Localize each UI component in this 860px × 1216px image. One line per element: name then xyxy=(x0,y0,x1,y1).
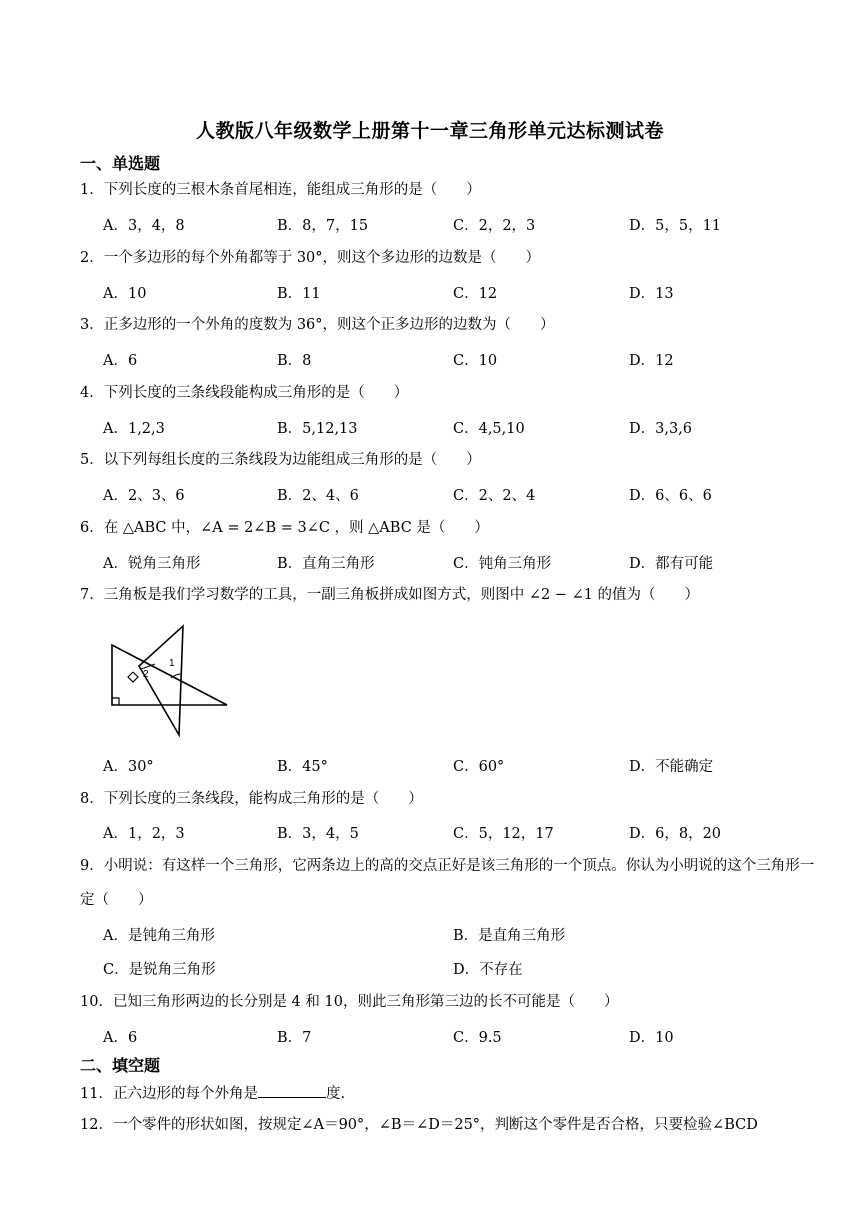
option-b[interactable]: B．直角三角形 xyxy=(277,556,375,572)
option-c[interactable]: C．60° xyxy=(453,759,505,775)
option-d[interactable]: D．都有可能 xyxy=(629,556,714,572)
option-d[interactable]: D．10 xyxy=(629,1030,674,1046)
option-c[interactable]: C．5，12，17 xyxy=(453,826,554,842)
option-a[interactable]: A．6 xyxy=(103,353,138,369)
option-a[interactable]: A．10 xyxy=(103,286,147,302)
question-11-unit: 度. xyxy=(325,1086,346,1102)
option-b[interactable]: B．8，7，15 xyxy=(277,218,369,234)
question-11-text: 11．正六边形的每个外角是 xyxy=(80,1086,258,1102)
question-3-stem: 3．正多边形的一个外角的度数为 36°，则这个正多边形的边数为（ ） xyxy=(80,317,555,333)
angle-label-2: 2 xyxy=(143,669,149,680)
question-11 xyxy=(80,1082,820,1104)
option-b[interactable]: B．7 xyxy=(277,1030,312,1046)
option-c[interactable]: C．2，2，3 xyxy=(453,218,536,234)
option-b[interactable]: B．是直角三角形 xyxy=(453,928,566,944)
option-d[interactable]: D．6、6、6 xyxy=(629,488,712,504)
triangle-set-figure xyxy=(105,622,235,737)
question-6-options xyxy=(103,552,823,572)
section-heading-single-choice: 一、单选题 xyxy=(80,154,161,173)
figure-triangle-45 xyxy=(139,626,183,735)
question-4-options xyxy=(103,417,823,437)
question-8-stem: 8．下列长度的三条线段，能构成三角形的是（ ） xyxy=(80,791,423,807)
question-9-stem: 9．小明说：有这样一个三角形，它两条边上的高的交点正好是该三角形的一个顶点。你认为小明说的这个三角形一定（ ） xyxy=(80,858,815,908)
question-4-stem: 4．下列长度的三条线段能构成三角形的是（ ） xyxy=(80,385,409,401)
question-3-options xyxy=(103,349,823,369)
page-title: 人教版八年级数学上册第十一章三角形单元达标测试卷 xyxy=(195,120,664,142)
question-2-stem: 2．一个多边形的每个外角都等于 30°，则这个多边形的边数是（ ） xyxy=(80,250,541,266)
right-angle-mark-2 xyxy=(128,672,138,682)
answer-blank[interactable] xyxy=(258,1082,326,1098)
option-d[interactable]: D．13 xyxy=(629,286,674,302)
question-6-stem: 6．在 △ABC 中，∠A = 2∠B = 3∠C ，则 △ABC 是（ ） xyxy=(80,520,489,536)
option-a[interactable]: A．是钝角三角形 xyxy=(103,928,215,944)
question-5-options xyxy=(103,484,823,504)
question-1-options xyxy=(103,214,823,234)
question-9-options-row-2 xyxy=(103,958,823,978)
section-heading-fill-blank: 二、填空题 xyxy=(80,1056,161,1075)
question-1-stem: 1．下列长度的三根木条首尾相连，能组成三角形的是（ ） xyxy=(80,182,481,198)
option-b[interactable]: B．11 xyxy=(277,286,321,302)
option-c[interactable]: C．4,5,10 xyxy=(453,421,525,437)
option-a[interactable]: A．3，4，8 xyxy=(103,218,185,234)
option-a[interactable]: A．1，2，3 xyxy=(103,826,185,842)
question-2-options xyxy=(103,282,823,302)
option-b[interactable]: B．3，4，5 xyxy=(277,826,359,842)
option-d[interactable]: D．6，8，20 xyxy=(629,826,722,842)
question-8-options xyxy=(103,822,823,842)
option-c[interactable]: C．12 xyxy=(453,286,498,302)
option-a[interactable]: A．6 xyxy=(103,1030,138,1046)
option-d[interactable]: D．12 xyxy=(629,353,674,369)
question-12-stem: 12．一个零件的形状如图，按规定∠A＝90°，∠B＝∠D＝25°，判断这个零件是否合格，只要检验∠BCD xyxy=(80,1117,758,1133)
question-7-options xyxy=(103,755,823,775)
option-c[interactable]: C．钝角三角形 xyxy=(453,556,552,572)
option-a[interactable]: A．2、3、6 xyxy=(103,488,185,504)
question-10-stem: 10．已知三角形两边的长分别是 4 和 10，则此三角形第三边的长不可能是（ ） xyxy=(80,994,619,1010)
question-10-options xyxy=(103,1026,823,1046)
option-b[interactable]: B．5,12,13 xyxy=(277,421,358,437)
option-c[interactable]: C．9.5 xyxy=(453,1030,502,1046)
option-a[interactable]: A．锐角三角形 xyxy=(103,556,201,572)
option-c[interactable]: C．是锐角三角形 xyxy=(103,962,216,978)
option-c[interactable]: C．2、2、4 xyxy=(453,488,536,504)
right-angle-mark xyxy=(112,698,119,705)
option-d[interactable]: D．5，5，11 xyxy=(629,218,722,234)
option-b[interactable]: B．2、4、6 xyxy=(277,488,359,504)
option-c[interactable]: C．10 xyxy=(453,353,498,369)
option-d[interactable]: D．3,3,6 xyxy=(629,421,693,437)
option-d[interactable]: D．不能确定 xyxy=(629,759,714,775)
option-a[interactable]: A．30° xyxy=(103,759,154,775)
question-5-stem: 5．以下列每组长度的三条线段为边能组成三角形的是（ ） xyxy=(80,452,481,468)
option-a[interactable]: A．1,2,3 xyxy=(103,421,165,437)
option-b[interactable]: B．8 xyxy=(277,353,312,369)
angle-label-1: 1 xyxy=(169,658,175,669)
option-d[interactable]: D．不存在 xyxy=(453,962,523,978)
option-b[interactable]: B．45° xyxy=(277,759,328,775)
question-9-options-row-1 xyxy=(103,924,823,944)
question-7-stem: 7．三角板是我们学习数学的工具，一副三角板拼成如图方式，则图中 ∠2 − ∠1 的值为（ ） xyxy=(80,587,700,603)
